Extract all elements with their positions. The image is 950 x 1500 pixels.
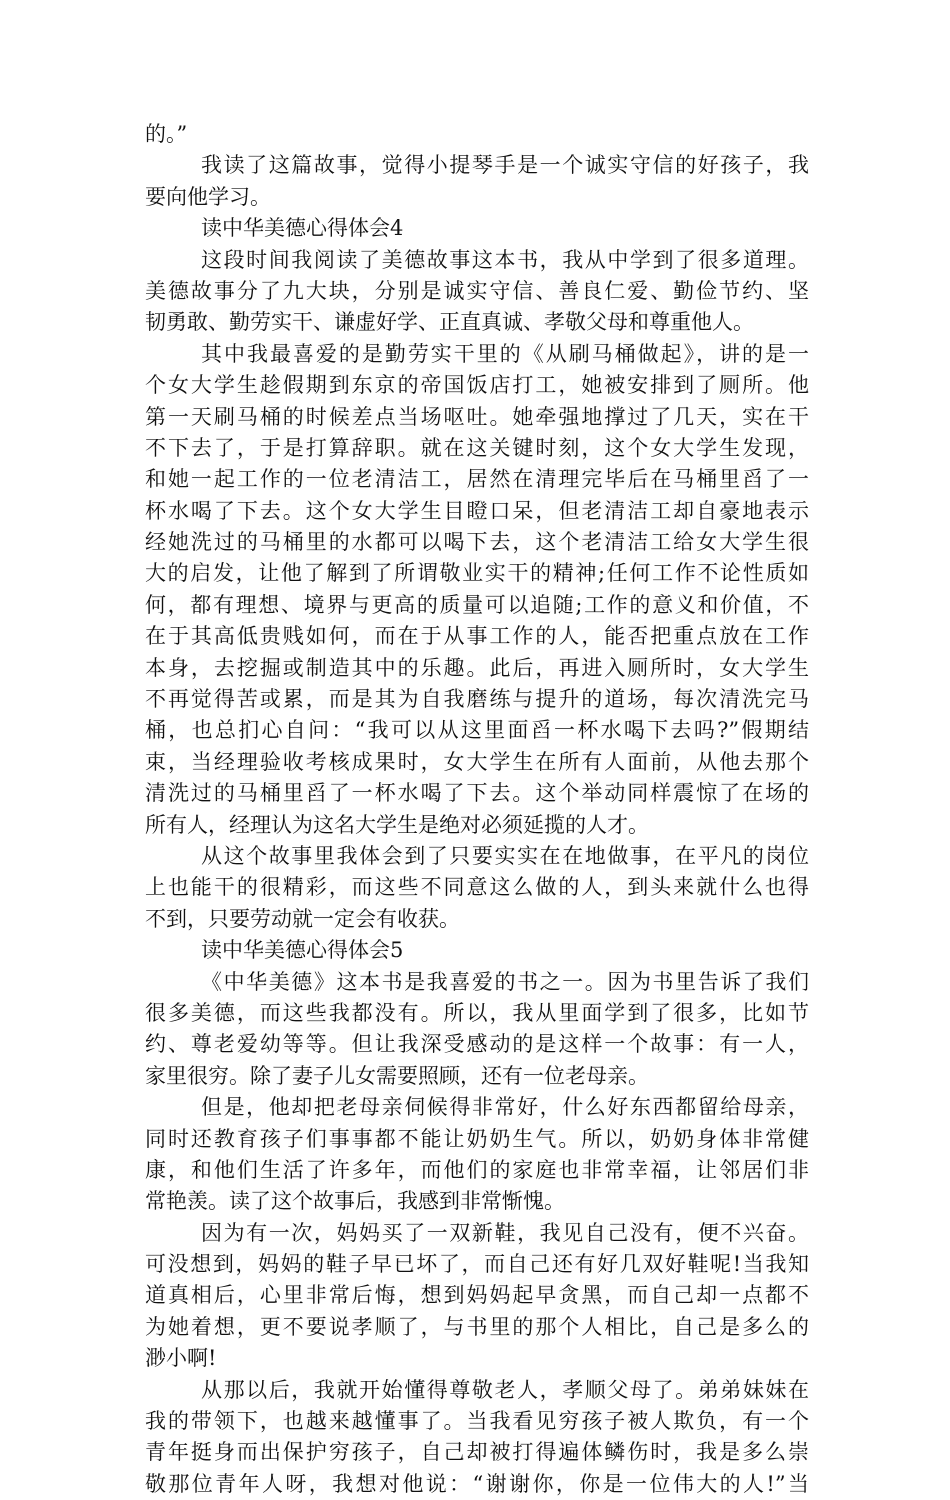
text-line: 约、尊老爱幼等等。但让我深受感动的是这样一个故事：有一人， [145, 1032, 809, 1057]
text-line: 杯水喝了下去。这个女大学生目瞪口呆，但老清洁工却自豪地表示 [145, 498, 809, 523]
text-line: 因为有一次，妈妈买了一双新鞋，我见自己没有，便不兴奋。 [201, 1220, 809, 1245]
text-line: 青年挺身而出保护穷孩子，自己却被打得遍体鳞伤时，我是多么崇 [145, 1440, 809, 1465]
text-line: 我的带领下，也越来越懂事了。当我看见穷孩子被人欺负，有一个 [145, 1409, 809, 1434]
text-line: 上也能干的很精彩，而这些不同意这么做的人，到头来就什么也得 [145, 875, 809, 900]
text-line: 从这个故事里我体会到了只要实实在在地做事，在平凡的岗位 [201, 843, 809, 868]
text-line: 的。” [145, 122, 188, 146]
text-line: 束，当经理验收考核成果时，女大学生在所有人面前，从他去那个 [145, 749, 809, 774]
text-line: 不再觉得苦或累，而是其为自我磨练与提升的道场，每次清洗完马 [145, 687, 809, 712]
text-line: 很多美德，而这些我都没有。所以，我从里面学到了很多，比如节 [145, 1000, 809, 1025]
text-line: 经她洗过的马桶里的水都可以喝下去，这个老清洁工给女大学生很 [145, 530, 809, 555]
text-line: 这段时间我阅读了美德故事这本书，我从中学到了很多道理。 [201, 247, 809, 272]
text-line: 所有人，经理认为这名大学生是绝对必须延揽的人才。 [145, 812, 649, 837]
text-line: 家里很穷。除了妻子儿女需要照顾，还有一位老母亲。 [145, 1063, 649, 1088]
text-line: 同时还教育孩子们事事都不能让奶奶生气。所以，奶奶身体非常健 [145, 1126, 809, 1151]
text-line: 和她一起工作的一位老清洁工，居然在清理完毕后在马桶里舀了一 [145, 467, 809, 492]
text-line: 常艳羡。读了这个故事后，我感到非常惭愧。 [145, 1189, 565, 1214]
text-line: 渺小啊! [145, 1346, 217, 1371]
text-line: 不下去了，于是打算辞职。就在这关键时刻，这个女大学生发现， [145, 435, 809, 460]
text-line: 道真相后，心里非常后悔，想到妈妈起早贪黑，而自己却一点都不 [145, 1283, 809, 1308]
text-line: 我读了这篇故事，觉得小提琴手是一个诚实守信的好孩子，我 [201, 153, 809, 178]
text-line: 个女大学生趁假期到东京的帝国饭店打工，她被安排到了厕所。他 [145, 373, 809, 398]
text-line: 读中华美德心得体会4 [201, 216, 404, 241]
text-line: 要向他学习。 [145, 184, 271, 209]
text-line: 康，和他们生活了许多年，而他们的家庭也非常幸福，让邻居们非 [145, 1157, 809, 1182]
text-line: 不到，只要劳动就一定会有收获。 [145, 906, 460, 931]
text-line: 敬那位青年人呀，我想对他说：“谢谢你，你是一位伟大的人!”当 [145, 1471, 809, 1496]
document-body [145, 119, 809, 1500]
text-line: 为她着想，更不要说孝顺了，与书里的那个人相比，自己是多么的 [145, 1314, 809, 1339]
text-line: 韧勇敢、勤劳实干、谦虚好学、正直真诚、孝敬父母和尊重他人。 [145, 310, 754, 335]
text-line: 桶，也总扪心自问：“我可以从这里面舀一杯水喝下去吗?”假期结 [145, 718, 809, 743]
text-line: 美德故事分了九大块，分别是诚实守信、善良仁爱、勤俭节约、坚 [145, 278, 809, 303]
text-line: 从那以后，我就开始懂得尊敬老人，孝顺父母了。弟弟妹妹在 [201, 1377, 809, 1402]
text-line: 但是，他却把老母亲伺候得非常好，什么好东西都留给母亲， [201, 1095, 809, 1120]
text-line: 本身，去挖掘或制造其中的乐趣。此后，再进入厕所时，女大学生 [145, 655, 809, 680]
text-line: 可没想到，妈妈的鞋子早已坏了，而自己还有好几双好鞋呢!当我知 [145, 1252, 809, 1277]
text-line: 读中华美德心得体会5 [201, 938, 404, 963]
text-line: 大的启发，让他了解到了所谓敬业实干的精神;任何工作不论性质如 [145, 561, 809, 586]
text-line: 在于其高低贵贱如何，而在于从事工作的人，能否把重点放在工作 [145, 624, 809, 649]
text-line: 何，都有理想、境界与更高的质量可以追随;工作的意义和价值，不 [145, 592, 809, 617]
text-line: 《中华美德》这本书是我喜爱的书之一。因为书里告诉了我们 [201, 969, 809, 994]
text-line: 第一天刷马桶的时候差点当场呕吐。她牵强地撑过了几天，实在干 [145, 404, 809, 429]
text-line: 其中我最喜爱的是勤劳实干里的《从刷马桶做起》，讲的是一 [201, 341, 809, 366]
text-line: 清洗过的马桶里舀了一杯水喝了下去。这个举动同样震惊了在场的 [145, 781, 809, 806]
